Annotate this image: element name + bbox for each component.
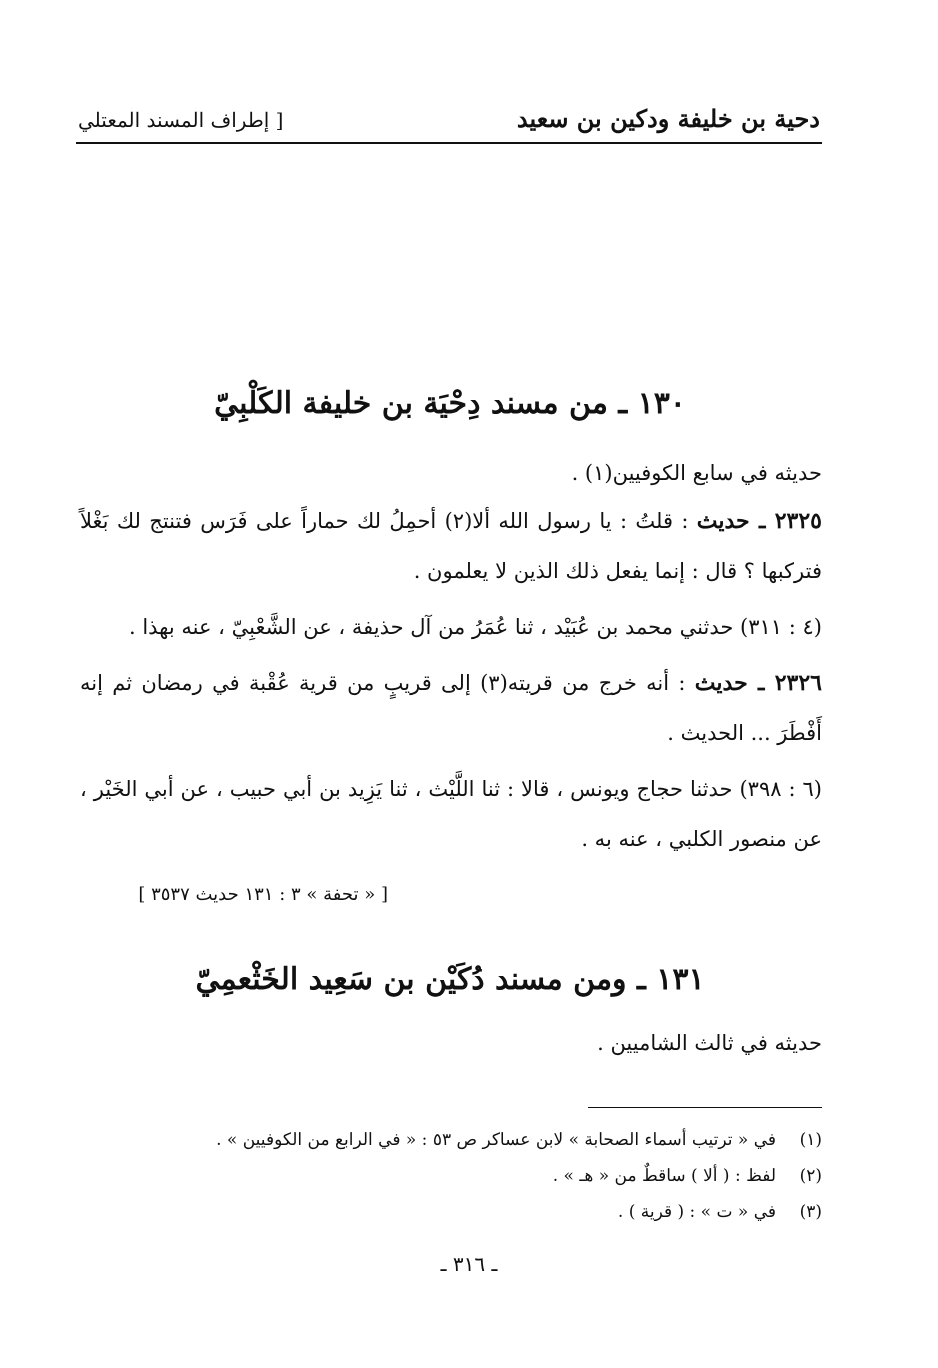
hadith-2326-number: ٢٣٢٦ ـ حديث [694, 670, 822, 696]
hadith-2326-source: (٦ : ٣٩٨) حدثنا حجاج ويونس ، قالا : ثنا اللَّيْث ، ثنا يَزِيد بن أبي حبيب ، عن أبي الخَيْر ، عن منصور الكلبي ، عنه به . [80, 777, 822, 851]
section-130-intro: حديثه في سابع الكوفيين(١) . [571, 461, 822, 485]
section-131-intro: حديثه في ثالث الشاميين . [597, 1031, 822, 1055]
header-chapter-title: دحية بن خليفة ودكين بن سعيد [516, 104, 820, 133]
footnote-item [80, 1194, 822, 1230]
page-number: ـ ٣١٦ ـ [440, 1252, 498, 1276]
footnotes [80, 1122, 822, 1230]
header-book-title: [ إطراف المسند المعتلي [78, 108, 284, 132]
hadith-2325 [80, 496, 822, 596]
section-130-title: ١٣٠ ـ من مسند دِحْيَة بن خليفة الكَلْبِيّ [214, 386, 686, 421]
footnote-separator [588, 1107, 822, 1108]
hadith-2325-source: (٤ : ٣١١) حدثني محمد بن عُبَيْد ، ثنا عُمَرُ من آل حذيفة ، عن الشَّعْبِيّ ، عنه بهذا . [128, 615, 822, 639]
hadith-2326-text: : أنه خرج من قريته(٣) إلى قريبٍ من قرية عُقْبة في رمضان ثم إنه أَفْطَرَ ... الحديث . [80, 671, 822, 745]
section-131-title: ١٣١ ـ ومن مسند دُكَيْن بن سَعِيد الخَثْعمِيّ [195, 962, 705, 997]
hadith-2325-number: ٢٣٢٥ ـ حديث [696, 508, 822, 534]
tuhfa-reference: [ « تحفة » ٣ : ١٣١ حديث ٣٥٣٧ ] [138, 884, 388, 905]
running-header [76, 104, 822, 144]
footnote-number: (١) [799, 1130, 822, 1150]
footnote-number: (٣) [799, 1202, 822, 1222]
hadith-2326 [80, 658, 822, 758]
footnote-text: في « ترتيب أسماء الصحابة » لابن عساكر ص ٥٣ : « في الرابع من الكوفيين » . [216, 1130, 776, 1150]
footnote-number: (٢) [799, 1166, 822, 1186]
footnote-item [80, 1158, 822, 1194]
hadith-2325-text: : قلتُ : يا رسول الله ألا(٢) أحمِلُ لك حماراً على فَرَس فتنتج لك بَغْلاً فتركبها ؟ قال : إنما يفعل ذلك الذين لا يعلمون . [80, 509, 822, 583]
footnote-item [80, 1122, 822, 1158]
footnote-text: لفظ : ( ألا ) ساقطٌ من « هـ » . [552, 1166, 776, 1186]
footnote-text: في « ت » : ( قرية ) . [617, 1202, 776, 1222]
